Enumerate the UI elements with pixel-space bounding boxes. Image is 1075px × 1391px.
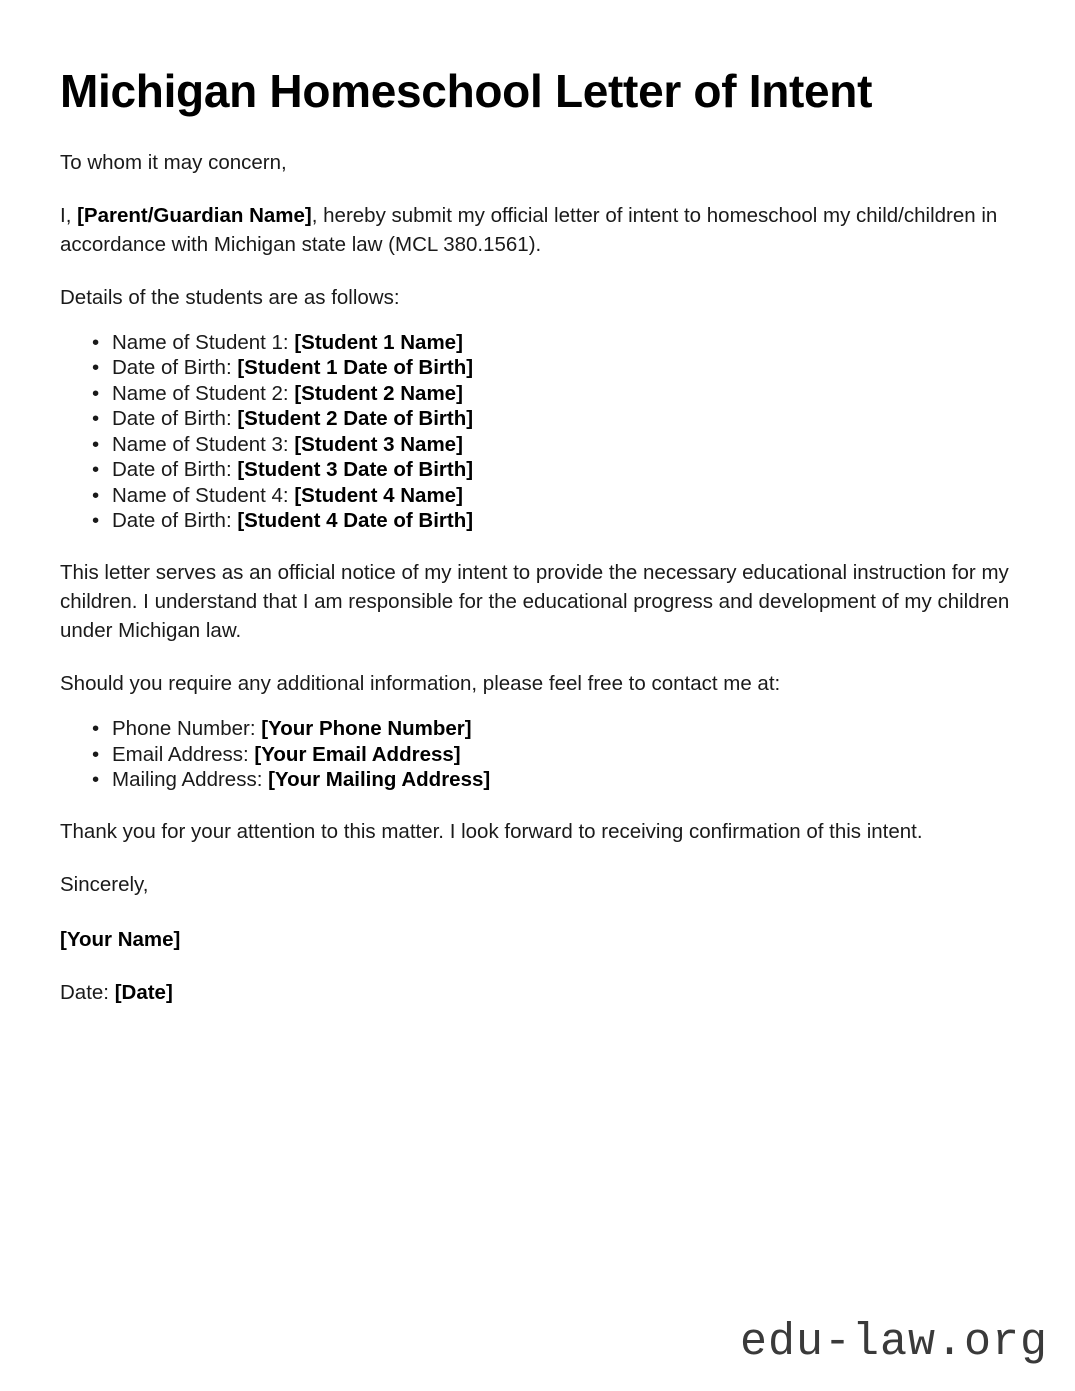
list-item-label: Mailing Address:: [112, 768, 269, 792]
list-item-value: [Student 3 Date of Birth]: [237, 458, 474, 482]
date-line: [60, 954, 1010, 1007]
list-item: [60, 508, 1010, 534]
list-item-value: [Student 2 Name]: [294, 381, 463, 405]
list-item-value: [Your Email Address]: [254, 742, 461, 766]
list-item-value: [Student 1 Date of Birth]: [237, 356, 474, 380]
list-item: [60, 432, 1010, 458]
list-item: [60, 330, 1010, 356]
date-value-placeholder: [Date]: [114, 981, 173, 1005]
list-item: [60, 483, 1010, 509]
list-item: [60, 767, 1010, 793]
list-item-value: [Student 1 Name]: [294, 330, 463, 354]
list-item: [60, 457, 1010, 483]
intro-text-after: , hereby submit my official letter of intent to homeschool my child/children in accordance with Michigan state law (MCL 380.1561).: [60, 203, 998, 256]
list-item-label: Date of Birth:: [112, 458, 238, 482]
notice-paragraph: This letter serves as an official notice of my intent to provide the necessary educational instruction for my children. I understand that I am responsible for the educational progress and development of my children under Michigan law.: [60, 560, 1010, 643]
students-lead-in: Details of the students are as follows:: [60, 285, 400, 309]
student-details-list: [60, 312, 1010, 534]
list-item: [60, 355, 1010, 381]
closing-paragraph: Thank you for your attention to this matter. I look forward to receiving confirmation of this intent.: [60, 819, 923, 843]
list-item: [60, 381, 1010, 407]
contact-details-list: [60, 698, 1010, 793]
list-item-label: Name of Student 4:: [112, 483, 295, 507]
list-item-value: [Student 4 Date of Birth]: [237, 509, 474, 533]
list-item-label: Phone Number:: [112, 717, 262, 741]
list-item-value: [Your Mailing Address]: [268, 768, 491, 792]
list-item-label: Name of Student 2:: [112, 381, 295, 405]
contact-lead-in: Should you require any additional information, please feel free to contact me at:: [60, 672, 781, 696]
sign-off: Sincerely,: [60, 873, 149, 896]
list-item-label: Date of Birth:: [112, 356, 238, 380]
date-label: Date:: [60, 981, 115, 1005]
site-watermark: edu-law.org: [739, 1317, 1048, 1368]
list-item-label: Date of Birth:: [112, 407, 238, 431]
intro-paragraph: [60, 177, 1010, 259]
list-item-value: [Your Phone Number]: [261, 717, 472, 741]
list-item-value: [Student 2 Date of Birth]: [237, 407, 474, 431]
list-item-label: Name of Student 1:: [112, 330, 295, 354]
list-item-value: [Student 4 Name]: [294, 483, 463, 507]
list-item: [60, 742, 1010, 768]
list-item-label: Email Address:: [112, 742, 255, 766]
list-item-label: Date of Birth:: [112, 509, 238, 533]
list-item: [60, 716, 1010, 742]
signature-name-placeholder: [Your Name]: [60, 928, 181, 952]
salutation-paragraph: To whom it may concern,: [60, 150, 287, 174]
list-item-label: Name of Student 3:: [112, 432, 295, 456]
list-item: [60, 406, 1010, 432]
parent-guardian-name-placeholder: [Parent/Guardian Name]: [77, 203, 312, 227]
intro-text-before: I,: [60, 203, 78, 227]
list-item-value: [Student 3 Name]: [294, 432, 463, 456]
letter-body: [60, 0, 1010, 1007]
page-title: Michigan Homeschool Letter of Intent: [60, 65, 873, 117]
